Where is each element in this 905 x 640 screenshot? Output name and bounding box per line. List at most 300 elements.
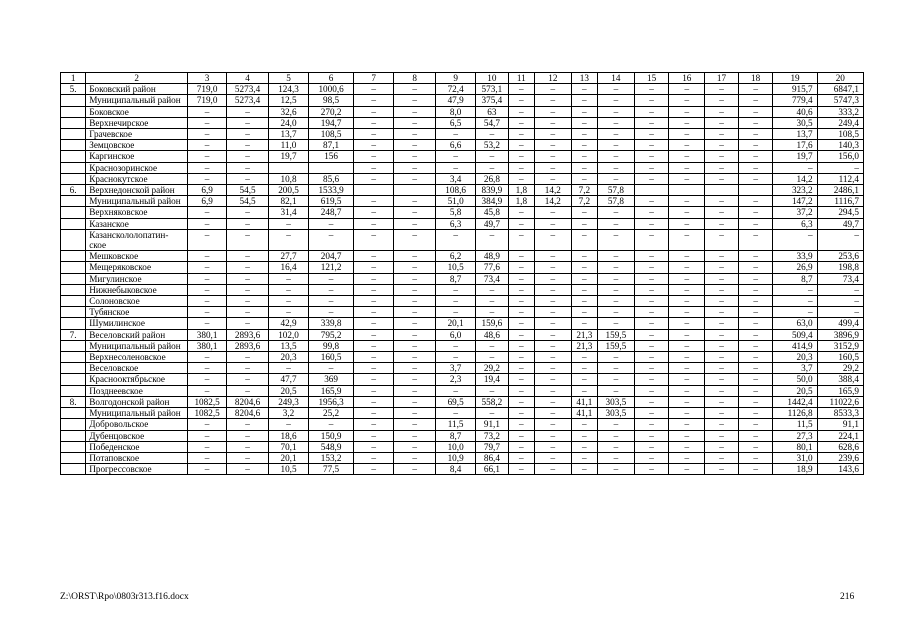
value-cell: –: [394, 84, 436, 95]
value-cell: 380,1: [188, 340, 227, 351]
row-name-cell: Мещеряковское: [86, 262, 188, 273]
table-row: [61, 430, 864, 441]
value-cell: –: [354, 173, 394, 184]
row-name-cell: Прогрессовское: [86, 464, 188, 475]
value-cell: –: [394, 262, 436, 273]
row-name-cell: Верхняковское: [86, 207, 188, 218]
value-cell: –: [634, 329, 669, 340]
value-cell: –: [227, 229, 269, 250]
value-cell: 2486,1: [817, 185, 863, 196]
value-cell: –: [309, 296, 354, 307]
row-name-cell: Шумилинское: [86, 318, 188, 329]
value-cell: –: [705, 408, 739, 419]
footer-file-path: Z:\ORST\Rpo\0803r313.f16.docx: [60, 592, 189, 602]
value-cell: –: [571, 430, 597, 441]
row-name-cell: Земцовское: [86, 140, 188, 151]
value-cell: –: [188, 251, 227, 262]
value-cell: –: [227, 117, 269, 128]
value-cell: –: [738, 430, 773, 441]
value-cell: 70,1: [269, 441, 309, 452]
table-row: [61, 207, 864, 218]
value-cell: –: [394, 117, 436, 128]
value-cell: –: [476, 408, 509, 419]
row-number-cell: [61, 374, 86, 385]
value-cell: –: [597, 441, 634, 452]
value-cell: –: [508, 173, 534, 184]
row-number-cell: [61, 307, 86, 318]
value-cell: –: [738, 307, 773, 318]
value-cell: –: [508, 464, 534, 475]
value-cell: –: [738, 95, 773, 106]
value-cell: 24,0: [269, 117, 309, 128]
value-cell: 108,5: [309, 129, 354, 140]
value-cell: –: [394, 207, 436, 218]
value-cell: –: [571, 218, 597, 229]
value-cell: –: [508, 307, 534, 318]
header-cell: 19: [773, 73, 817, 84]
value-cell: 6,5: [436, 117, 476, 128]
value-cell: –: [634, 419, 669, 430]
value-cell: 48,9: [476, 251, 509, 262]
value-cell: 915,7: [773, 84, 817, 95]
row-name-cell: Верхнечирское: [86, 117, 188, 128]
value-cell: –: [534, 273, 571, 284]
value-cell: –: [634, 251, 669, 262]
table-row: [61, 441, 864, 452]
value-cell: 19,4: [476, 374, 509, 385]
value-cell: –: [738, 329, 773, 340]
value-cell: [738, 185, 773, 196]
header-cell: 10: [476, 73, 509, 84]
value-cell: –: [634, 307, 669, 318]
value-cell: –: [508, 251, 534, 262]
row-number-cell: [61, 106, 86, 117]
table-row: [61, 162, 864, 173]
value-cell: 30,5: [773, 117, 817, 128]
value-cell: –: [634, 385, 669, 396]
value-cell: –: [227, 218, 269, 229]
value-cell: 31,0: [773, 452, 817, 463]
value-cell: –: [669, 363, 705, 374]
value-cell: –: [394, 385, 436, 396]
value-cell: –: [571, 106, 597, 117]
table-row: [61, 273, 864, 284]
value-cell: 10,9: [436, 452, 476, 463]
value-cell: –: [738, 262, 773, 273]
value-cell: –: [188, 284, 227, 295]
value-cell: –: [571, 284, 597, 295]
value-cell: –: [508, 396, 534, 407]
value-cell: –: [188, 140, 227, 151]
value-cell: –: [738, 162, 773, 173]
value-cell: –: [705, 296, 739, 307]
value-cell: –: [354, 84, 394, 95]
value-cell: 26,8: [476, 173, 509, 184]
value-cell: –: [705, 173, 739, 184]
value-cell: 8,0: [436, 106, 476, 117]
value-cell: –: [227, 273, 269, 284]
value-cell: –: [354, 385, 394, 396]
value-cell: 98,5: [309, 95, 354, 106]
value-cell: –: [571, 117, 597, 128]
value-cell: 17,6: [773, 140, 817, 151]
value-cell: –: [354, 374, 394, 385]
value-cell: 10,5: [269, 464, 309, 475]
value-cell: –: [571, 95, 597, 106]
value-cell: –: [354, 408, 394, 419]
value-cell: –: [188, 229, 227, 250]
value-cell: –: [188, 363, 227, 374]
value-cell: 19,7: [269, 151, 309, 162]
table-row: [61, 352, 864, 363]
value-cell: –: [534, 396, 571, 407]
value-cell: –: [669, 151, 705, 162]
value-cell: 249,3: [269, 396, 309, 407]
value-cell: –: [534, 117, 571, 128]
value-cell: 20,3: [773, 352, 817, 363]
value-cell: 380,1: [188, 329, 227, 340]
value-cell: –: [669, 284, 705, 295]
value-cell: –: [634, 84, 669, 95]
row-number-cell: 7.: [61, 329, 86, 340]
value-cell: –: [669, 229, 705, 250]
value-cell: –: [508, 352, 534, 363]
value-cell: –: [597, 430, 634, 441]
value-cell: –: [738, 452, 773, 463]
value-cell: –: [669, 452, 705, 463]
table-row: [61, 307, 864, 318]
value-cell: 6,3: [773, 218, 817, 229]
value-cell: 27,3: [773, 430, 817, 441]
table-row: [61, 106, 864, 117]
row-name-cell: Казанское: [86, 218, 188, 229]
table-row: [61, 229, 864, 250]
value-cell: 25,2: [309, 408, 354, 419]
table-row: [61, 284, 864, 295]
value-cell: –: [354, 307, 394, 318]
value-cell: 339,8: [309, 318, 354, 329]
value-cell: –: [476, 296, 509, 307]
value-cell: –: [571, 229, 597, 250]
value-cell: –: [309, 284, 354, 295]
value-cell: –: [534, 352, 571, 363]
table-row: [61, 151, 864, 162]
value-cell: –: [227, 441, 269, 452]
value-cell: 8,4: [436, 464, 476, 475]
value-cell: 20,5: [773, 385, 817, 396]
value-cell: –: [597, 129, 634, 140]
value-cell: –: [394, 140, 436, 151]
value-cell: 63,0: [773, 318, 817, 329]
value-cell: –: [227, 106, 269, 117]
value-cell: –: [394, 352, 436, 363]
value-cell: 50,0: [773, 374, 817, 385]
value-cell: –: [738, 218, 773, 229]
row-name-cell: Краснозоринское: [86, 162, 188, 173]
value-cell: –: [394, 129, 436, 140]
value-cell: –: [669, 196, 705, 207]
value-cell: –: [508, 95, 534, 106]
value-cell: –: [394, 363, 436, 374]
value-cell: –: [394, 229, 436, 250]
header-cell: 14: [597, 73, 634, 84]
value-cell: –: [476, 129, 509, 140]
value-cell: 73,4: [476, 273, 509, 284]
value-cell: –: [705, 452, 739, 463]
value-cell: –: [597, 106, 634, 117]
row-name-cell: Позднеевское: [86, 385, 188, 396]
header-cell: 3: [188, 73, 227, 84]
value-cell: –: [354, 352, 394, 363]
value-cell: –: [634, 363, 669, 374]
header-cell: 12: [534, 73, 571, 84]
value-cell: –: [534, 307, 571, 318]
value-cell: –: [705, 162, 739, 173]
row-number-cell: [61, 363, 86, 374]
value-cell: –: [669, 262, 705, 273]
value-cell: 21,3: [571, 329, 597, 340]
value-cell: 200,5: [269, 185, 309, 196]
header-cell: 7: [354, 73, 394, 84]
value-cell: 6,9: [188, 196, 227, 207]
value-cell: –: [354, 273, 394, 284]
value-cell: –: [705, 218, 739, 229]
row-name-cell: Казанскололопатин-ское: [86, 229, 188, 250]
value-cell: 20,1: [436, 318, 476, 329]
row-number-cell: [61, 419, 86, 430]
value-cell: –: [188, 117, 227, 128]
value-cell: –: [188, 296, 227, 307]
row-name-cell: Веселовский район: [86, 329, 188, 340]
value-cell: –: [597, 162, 634, 173]
value-cell: –: [534, 162, 571, 173]
value-cell: –: [705, 307, 739, 318]
value-cell: –: [534, 296, 571, 307]
value-cell: –: [436, 229, 476, 250]
row-number-cell: 6.: [61, 185, 86, 196]
value-cell: –: [309, 229, 354, 250]
value-cell: –: [634, 284, 669, 295]
value-cell: 79,7: [476, 441, 509, 452]
value-cell: –: [534, 374, 571, 385]
value-cell: –: [476, 352, 509, 363]
value-cell: –: [738, 408, 773, 419]
value-cell: 323,2: [773, 185, 817, 196]
value-cell: –: [705, 262, 739, 273]
value-cell: –: [354, 296, 394, 307]
value-cell: –: [394, 408, 436, 419]
header-cell: 5: [269, 73, 309, 84]
value-cell: 7,2: [571, 196, 597, 207]
value-cell: 1,8: [508, 196, 534, 207]
value-cell: –: [597, 284, 634, 295]
value-cell: –: [634, 173, 669, 184]
value-cell: 156: [309, 151, 354, 162]
table-row: [61, 363, 864, 374]
value-cell: –: [188, 385, 227, 396]
row-number-cell: [61, 408, 86, 419]
value-cell: 87,1: [309, 140, 354, 151]
row-name-cell: Краснооктябрьское: [86, 374, 188, 385]
value-cell: –: [394, 173, 436, 184]
value-cell: –: [508, 340, 534, 351]
value-cell: –: [227, 251, 269, 262]
value-cell: 8,7: [436, 273, 476, 284]
value-cell: –: [354, 162, 394, 173]
value-cell: –: [634, 229, 669, 250]
value-cell: –: [817, 296, 863, 307]
row-name-cell: Верхнедонской район: [86, 185, 188, 196]
value-cell: –: [394, 196, 436, 207]
value-cell: –: [669, 251, 705, 262]
value-cell: –: [508, 363, 534, 374]
value-cell: –: [508, 117, 534, 128]
table-row: [61, 464, 864, 475]
header-cell: 17: [705, 73, 739, 84]
value-cell: –: [188, 173, 227, 184]
value-cell: –: [394, 430, 436, 441]
value-cell: –: [773, 162, 817, 173]
value-cell: –: [738, 129, 773, 140]
value-cell: –: [738, 251, 773, 262]
value-cell: –: [354, 441, 394, 452]
value-cell: 388,4: [817, 374, 863, 385]
value-cell: –: [508, 273, 534, 284]
value-cell: –: [705, 284, 739, 295]
value-cell: –: [534, 84, 571, 95]
value-cell: 49,7: [817, 218, 863, 229]
value-cell: 16,4: [269, 262, 309, 273]
value-cell: –: [508, 229, 534, 250]
row-name-cell: Грачевское: [86, 129, 188, 140]
value-cell: 42,9: [269, 318, 309, 329]
value-cell: –: [394, 340, 436, 351]
value-cell: –: [817, 307, 863, 318]
value-cell: –: [597, 207, 634, 218]
value-cell: –: [669, 441, 705, 452]
value-cell: 73,4: [817, 273, 863, 284]
value-cell: 18,6: [269, 430, 309, 441]
value-cell: –: [227, 173, 269, 184]
value-cell: –: [436, 284, 476, 295]
value-cell: –: [354, 196, 394, 207]
row-number-cell: [61, 464, 86, 475]
value-cell: –: [354, 129, 394, 140]
value-cell: –: [571, 307, 597, 318]
table-row: [61, 84, 864, 95]
row-number-cell: [61, 452, 86, 463]
value-cell: 719,0: [188, 84, 227, 95]
row-number-cell: [61, 385, 86, 396]
value-cell: –: [634, 151, 669, 162]
table-row: [61, 218, 864, 229]
value-cell: 37,2: [773, 207, 817, 218]
row-number-cell: [61, 229, 86, 250]
value-cell: –: [571, 464, 597, 475]
header-cell: 6: [309, 73, 354, 84]
value-cell: –: [269, 273, 309, 284]
header-cell: 4: [227, 73, 269, 84]
value-cell: –: [738, 340, 773, 351]
value-cell: –: [227, 284, 269, 295]
row-number-cell: [61, 318, 86, 329]
value-cell: 1116,7: [817, 196, 863, 207]
value-cell: –: [634, 218, 669, 229]
value-cell: –: [394, 374, 436, 385]
value-cell: –: [188, 129, 227, 140]
value-cell: –: [669, 95, 705, 106]
value-cell: –: [634, 262, 669, 273]
value-cell: 86,4: [476, 452, 509, 463]
value-cell: –: [705, 95, 739, 106]
table-row: [61, 419, 864, 430]
value-cell: –: [188, 262, 227, 273]
value-cell: –: [227, 374, 269, 385]
value-cell: –: [394, 452, 436, 463]
value-cell: –: [354, 340, 394, 351]
value-cell: –: [705, 318, 739, 329]
value-cell: –: [634, 196, 669, 207]
row-number-cell: [61, 218, 86, 229]
value-cell: 558,2: [476, 396, 509, 407]
value-cell: –: [634, 374, 669, 385]
value-cell: –: [634, 408, 669, 419]
value-cell: 6,6: [436, 140, 476, 151]
row-name-cell: Потаповское: [86, 452, 188, 463]
value-cell: –: [705, 430, 739, 441]
value-cell: –: [669, 340, 705, 351]
value-cell: –: [634, 296, 669, 307]
value-cell: 20,1: [269, 452, 309, 463]
value-cell: 140,3: [817, 140, 863, 151]
value-cell: –: [705, 340, 739, 351]
value-cell: –: [597, 117, 634, 128]
value-cell: –: [634, 430, 669, 441]
value-cell: –: [669, 329, 705, 340]
header-cell: 20: [817, 73, 863, 84]
value-cell: –: [634, 396, 669, 407]
value-cell: 719,0: [188, 95, 227, 106]
value-cell: 85,6: [309, 173, 354, 184]
value-cell: –: [571, 363, 597, 374]
header-cell: 8: [394, 73, 436, 84]
value-cell: –: [738, 196, 773, 207]
value-cell: –: [188, 218, 227, 229]
value-cell: 573,1: [476, 84, 509, 95]
value-cell: –: [508, 140, 534, 151]
row-number-cell: [61, 284, 86, 295]
value-cell: –: [354, 106, 394, 117]
value-cell: 41,1: [571, 396, 597, 407]
value-cell: 48,6: [476, 329, 509, 340]
value-cell: 91,1: [817, 419, 863, 430]
value-cell: 51,0: [436, 196, 476, 207]
table-row: [61, 140, 864, 151]
value-cell: –: [738, 84, 773, 95]
row-name-cell: Муниципальный район: [86, 408, 188, 419]
value-cell: –: [597, 464, 634, 475]
value-cell: –: [227, 318, 269, 329]
value-cell: 54,7: [476, 117, 509, 128]
value-cell: 156,0: [817, 151, 863, 162]
value-cell: –: [634, 340, 669, 351]
value-cell: –: [476, 340, 509, 351]
row-number-cell: [61, 151, 86, 162]
value-cell: 63: [476, 106, 509, 117]
value-cell: –: [534, 430, 571, 441]
value-cell: 384,9: [476, 196, 509, 207]
value-cell: –: [227, 352, 269, 363]
